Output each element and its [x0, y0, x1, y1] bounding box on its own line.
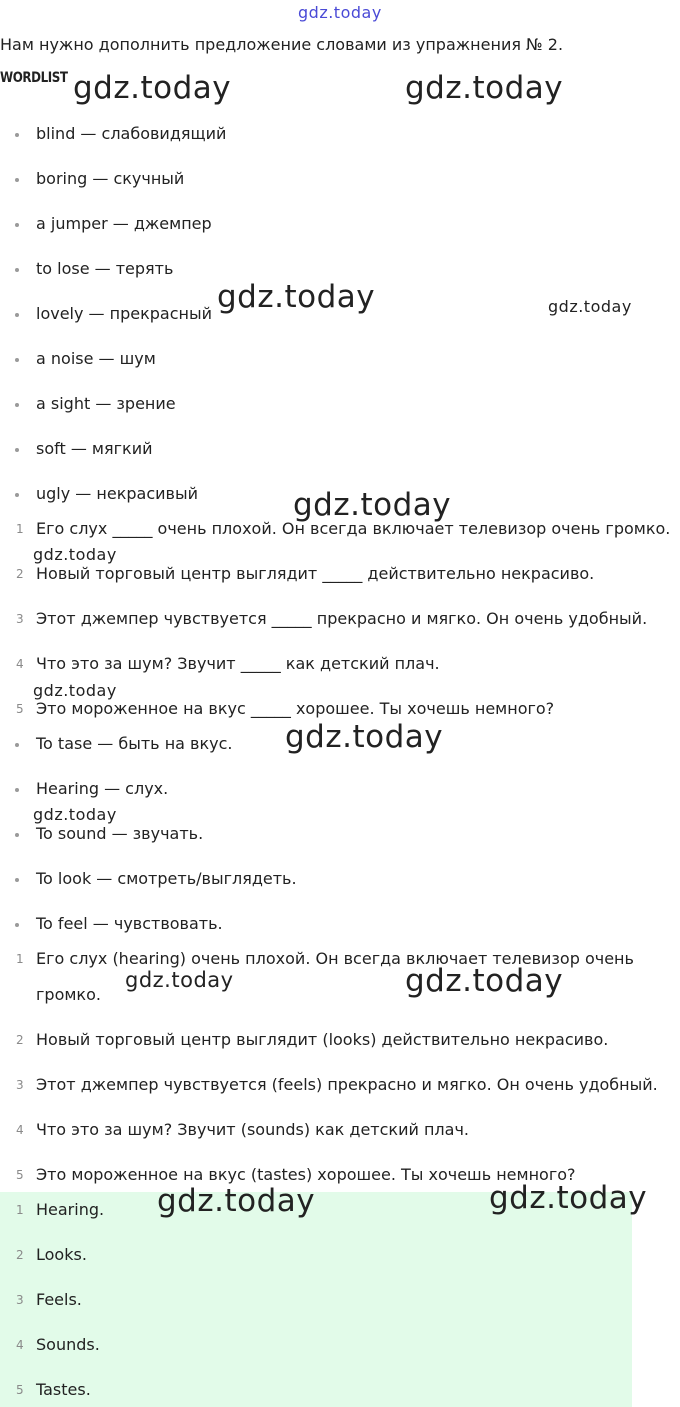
- watermark: gdz.today: [548, 297, 632, 316]
- bullet-dot: [15, 358, 19, 362]
- watermark: gdz.today: [405, 963, 564, 999]
- watermark: gdz.today: [33, 545, 117, 564]
- bullet-dot: [15, 788, 19, 792]
- watermark: gdz.today: [217, 279, 376, 315]
- intro-text: Нам нужно дополнить предложение словами из упражнения № 2.: [0, 35, 564, 54]
- wordlist-heading: WORDLIST: [0, 70, 68, 86]
- watermark: gdz.today: [405, 70, 564, 106]
- watermark: gdz.today: [73, 70, 232, 106]
- bullet-dot: [15, 313, 19, 317]
- watermark: gdz.today: [125, 968, 234, 992]
- bullet-dot: [15, 878, 19, 882]
- bullet-dot: [15, 133, 19, 137]
- bullet-dot: [15, 223, 19, 227]
- bullet-dot: [15, 493, 19, 497]
- watermark: gdz.today: [33, 681, 117, 700]
- bullet-dot: [15, 743, 19, 747]
- watermark: gdz.today: [489, 1180, 648, 1216]
- bullet-dot: [15, 178, 19, 182]
- watermark: gdz.today: [285, 719, 444, 755]
- watermark: gdz.today: [157, 1183, 316, 1219]
- bullet-dot: [15, 448, 19, 452]
- bullet-dot: [15, 923, 19, 927]
- answers-panel: [0, 1192, 632, 1407]
- bullet-dot: [15, 833, 19, 837]
- watermark: gdz.today: [293, 487, 452, 523]
- bullet-dot: [15, 268, 19, 272]
- watermark: gdz.today: [33, 805, 117, 824]
- bullet-dot: [15, 403, 19, 407]
- watermark: gdz.today: [298, 3, 382, 22]
